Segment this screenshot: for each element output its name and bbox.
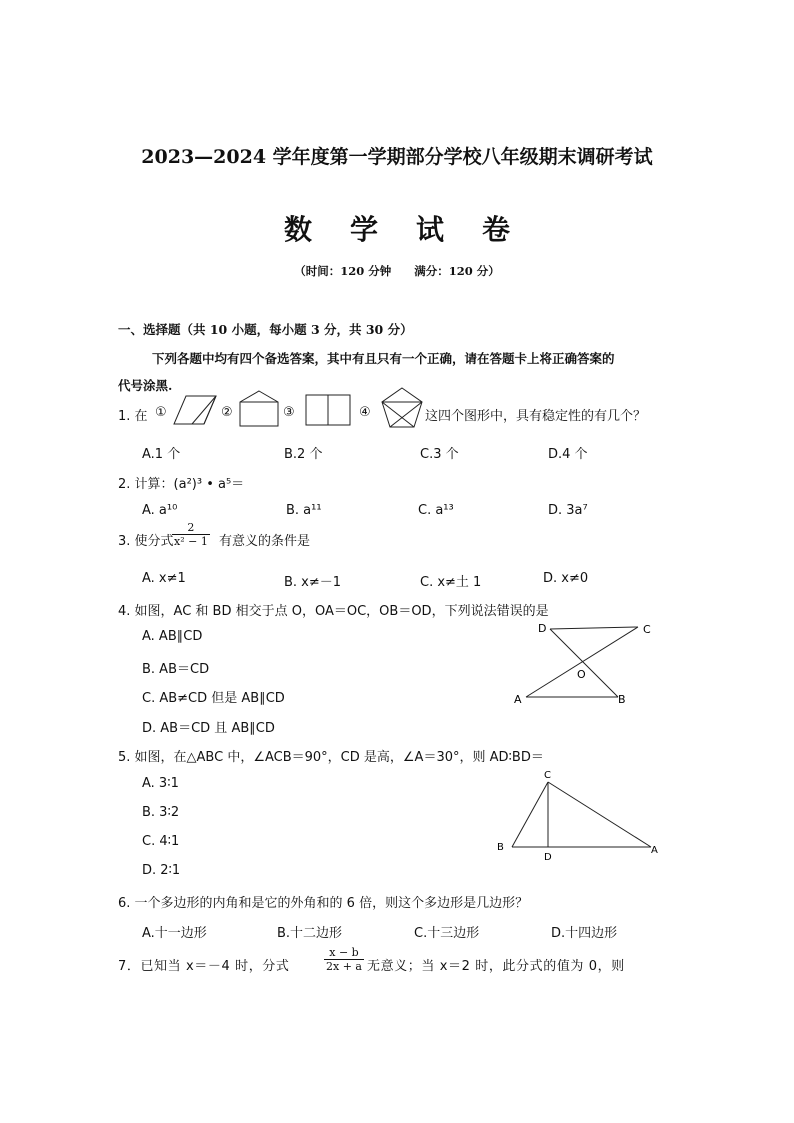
q6-option-c: C.十三边形 <box>414 926 480 941</box>
q5-option-d: D. 2∶1 <box>142 863 181 878</box>
q5-figure <box>494 766 664 864</box>
q3-option-a: A. x≠1 <box>142 571 186 586</box>
q5-label-c: C <box>544 770 551 781</box>
q1-marker-1: ① <box>155 405 167 420</box>
time-info: （时间：120 分钟 满分：120 分） <box>294 264 500 278</box>
q4-label-a: A <box>514 693 522 706</box>
q1-option-d: D.4 个 <box>548 447 588 462</box>
q5-label-a: A <box>651 845 658 856</box>
q3-fraction-numerator: 2 <box>187 521 195 534</box>
q5-option-b: B. 3∶2 <box>142 805 180 820</box>
q2-option-a: A. a¹⁰ <box>142 503 178 518</box>
q4-figure <box>508 617 658 709</box>
q2-option-d: D. 3a⁷ <box>548 503 588 518</box>
q1-option-c: C.3 个 <box>420 447 459 462</box>
q7-fraction-denominator: 2x + a <box>326 960 362 973</box>
q5-label-d: D <box>544 852 552 863</box>
q1-marker-4: ④ <box>359 405 371 420</box>
q1-option-b: B.2 个 <box>284 447 323 462</box>
q6-stem: 6. 一个多边形的内角和是它的外角和的 6 倍，则这个多边形是几边形？ <box>118 896 529 911</box>
q3-option-d: D. x≠0 <box>543 571 589 586</box>
instruction-line-2: 代号涂黑. <box>118 378 173 393</box>
q1-figure-1 <box>172 394 218 426</box>
q2-stem: 2. 计算：(a²)³ • a⁵＝ <box>118 477 245 492</box>
q7-suffix: 无意义；当 x＝2 时，此分式的值为 0，则 <box>367 959 625 974</box>
q3-prefix: 3. 使分式 <box>118 534 174 549</box>
q4-label-c: C <box>643 623 651 636</box>
q1-figure-3 <box>305 394 351 426</box>
q4-label-d: D <box>538 622 547 635</box>
q3-fraction-denominator: x² − 1 <box>174 535 208 548</box>
q1-suffix: 这四个图形中，具有稳定性的有几个？ <box>425 409 647 424</box>
q7-fraction <box>324 946 364 973</box>
q3-fraction <box>172 521 210 548</box>
q4-label-o: O <box>577 668 586 681</box>
q1-figure-4 <box>380 386 424 430</box>
q5-stem: 5. 如图，在△ABC 中，∠ACB＝90°，CD 是高，∠A＝30°，则 AD∶BD＝ <box>118 750 544 765</box>
q3-option-c: C. x≠土 1 <box>420 575 482 590</box>
instruction-line-1: 下列各题中均有四个备选答案，其中有且只有一个正确，请在答题卡上将正确答案的 <box>152 351 615 366</box>
q1-marker-2: ② <box>221 405 233 420</box>
q1-prefix: 1. 在 <box>118 409 148 424</box>
q6-option-b: B.十二边形 <box>277 926 343 941</box>
q7-fraction-numerator: x − b <box>329 946 359 959</box>
q3-suffix: 有意义的条件是 <box>219 534 311 549</box>
q5-option-a: A. 3∶1 <box>142 776 179 791</box>
q2-option-b: B. a¹¹ <box>286 503 322 518</box>
q4-option-a: A. AB∥CD <box>142 629 203 644</box>
q1-marker-3: ③ <box>283 405 295 420</box>
exam-subtitle: 数学试卷 <box>283 213 548 246</box>
q2-option-c: C. a¹³ <box>418 503 454 518</box>
q4-option-b: B. AB＝CD <box>142 662 210 677</box>
q4-option-c: C. AB≠CD 但是 AB∥CD <box>142 691 285 706</box>
section-heading: 一、选择题（共 10 小题，每小题 3 分，共 30 分） <box>118 322 413 337</box>
q1-figure-2 <box>238 389 280 429</box>
q4-stem: 4. 如图，AC 和 BD 相交于点 O，OA＝OC，OB＝OD，下列说法错误的是 <box>118 604 549 619</box>
q5-option-c: C. 4∶1 <box>142 834 180 849</box>
q1-option-a: A.1 个 <box>142 447 181 462</box>
q3-option-b: B. x≠－1 <box>284 575 342 590</box>
q6-option-a: A.十一边形 <box>142 926 207 941</box>
exam-title: 2023—2024 学年度第一学期部分学校八年级期末调研考试 <box>141 146 653 168</box>
q5-label-b: B <box>497 842 504 853</box>
q4-label-b: B <box>618 693 626 706</box>
q6-option-d: D.十四边形 <box>551 926 618 941</box>
q7-prefix: 7．已知当 x＝－4 时，分式 <box>118 959 290 974</box>
q4-option-d: D. AB＝CD 且 AB∥CD <box>142 721 275 736</box>
